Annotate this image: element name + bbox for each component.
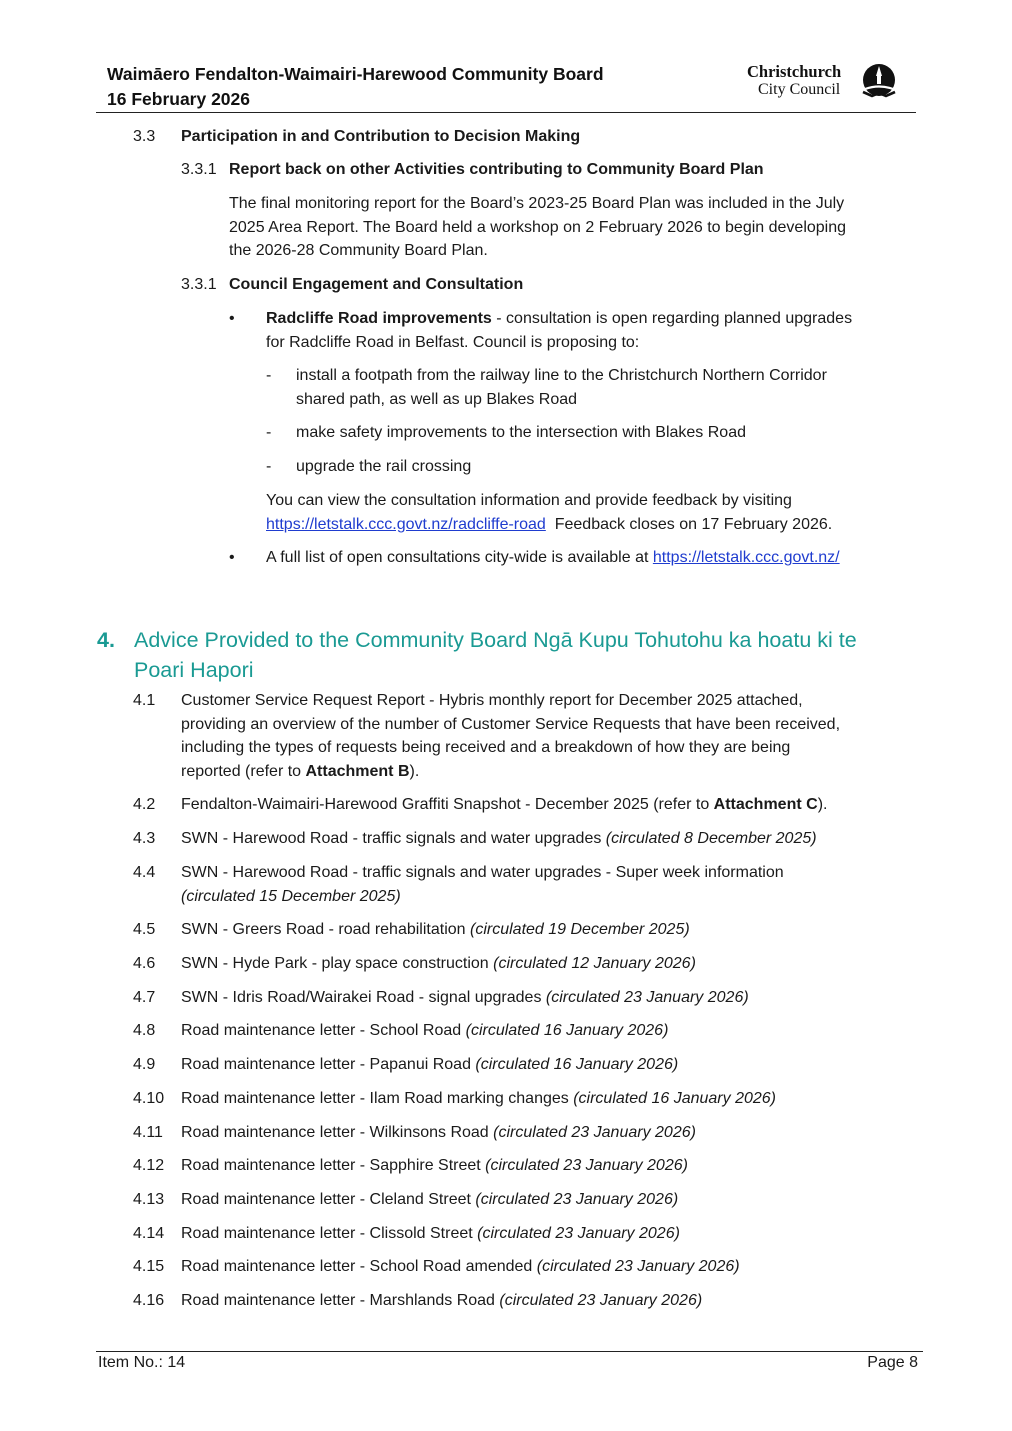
bullet-icon: •	[229, 549, 235, 566]
item-number: 4.1	[133, 692, 156, 709]
item-line-text: SWN - Harewood Road - traffic signals and water upgrades	[181, 830, 606, 847]
subsection-title: Report back on other Activities contributing to Community Board Plan	[229, 161, 764, 178]
bullet-icon: •	[229, 310, 235, 327]
item-text	[181, 1154, 911, 1178]
heading-line: Advice Provided to the Community Board Ngā Kupu Tohutohu ka hoatu ki te	[134, 628, 857, 652]
header-divider	[96, 112, 916, 113]
subsection-number: 3.3.1	[181, 276, 217, 293]
meeting-date: 16 February 2026	[107, 89, 251, 109]
item-number: 4.6	[133, 955, 156, 972]
item-number: 4.15	[133, 1258, 165, 1275]
item-text	[181, 918, 911, 942]
circulated-note: (circulated 8 December 2025)	[605, 830, 817, 847]
radcliffe-road-link[interactable]: https://letstalk.ccc.govt.nz/radcliffe-road	[266, 515, 546, 533]
item-number-footer: Item No.: 14	[98, 1354, 186, 1371]
header-title	[107, 62, 604, 112]
item-number: 4.3	[133, 830, 156, 847]
attachment-ref: Attachment C	[713, 796, 818, 813]
item-line-text: Road maintenance letter - Wilkinsons Road	[181, 1124, 494, 1141]
item-number: 4.7	[133, 989, 156, 1006]
item-text	[181, 861, 911, 908]
item-text	[181, 689, 911, 783]
footer-divider	[96, 1351, 923, 1352]
radcliffe-road-desc-line2: for Radcliffe Road in Belfast. Council is proposing to:	[266, 333, 640, 351]
page-number: Page 8	[867, 1354, 918, 1371]
subsection-title: Council Engagement and Consultation	[229, 276, 524, 293]
board-plan-paragraph	[229, 192, 919, 263]
item-text	[181, 1053, 911, 1077]
item-line: SWN - Harewood Road - traffic signals and water upgrades - Super week information	[181, 864, 784, 881]
item-line-text: ).	[817, 796, 828, 813]
item-number: 4.9	[133, 1056, 156, 1073]
feedback-line: You can view the consultation information and provide feedback by visiting	[266, 492, 792, 509]
item-line-text: SWN - Hyde Park - play space construction	[181, 955, 494, 972]
item-line-text: SWN - Idris Road/Wairakei Road - signal upgrades	[181, 989, 546, 1006]
section-number: 3.3	[133, 128, 156, 145]
circulated-note: (circulated 16 January 2026)	[475, 1056, 679, 1073]
subsection-number: 3.3.1	[181, 161, 217, 178]
item-number: 4.16	[133, 1292, 165, 1309]
circulated-note: (circulated 16 January 2026)	[573, 1090, 776, 1107]
dash-marker: -	[266, 424, 272, 441]
open-consultations-item	[266, 546, 926, 570]
item-text	[181, 1188, 911, 1212]
circulated-note: (circulated 23 January 2026)	[477, 1225, 680, 1242]
attachment-ref: Attachment B	[305, 762, 410, 780]
radcliffe-road-desc: - consultation is open regarding planned upgrades	[491, 310, 853, 327]
section-4-title	[134, 625, 924, 685]
item-line-text: Road maintenance letter - Papanui Road	[181, 1056, 476, 1073]
item-number: 4.14	[133, 1225, 165, 1242]
item-line-text: Road maintenance letter - School Road amended	[181, 1258, 537, 1275]
proposal-rail-crossing: upgrade the rail crossing	[296, 458, 472, 475]
cathedral-emblem-icon	[860, 62, 898, 100]
dash-marker: -	[266, 367, 272, 384]
item-line-text: reported (refer to	[181, 762, 306, 780]
circulated-note: (circulated 23 January 2026)	[499, 1292, 703, 1309]
item-line-text: SWN - Greers Road - road rehabilitation	[181, 921, 470, 938]
circulated-note: (circulated 23 January 2026)	[536, 1258, 740, 1275]
circulated-note: (circulated 23 January 2026)	[475, 1191, 679, 1208]
item-text	[181, 1222, 911, 1246]
item-text	[181, 1289, 911, 1313]
item-text	[181, 793, 911, 817]
paragraph-line: the 2026-28 Community Board Plan.	[229, 242, 488, 259]
item-number: 4.8	[133, 1022, 156, 1039]
circulated-note: (circulated 16 January 2026)	[465, 1022, 669, 1039]
item-line-text: Fendalton-Waimairi-Harewood Graffiti Snapshot - December 2025 (refer to	[181, 796, 714, 813]
proposal-safety: make safety improvements to the intersection with Blakes Road	[296, 424, 746, 441]
logo-text-line2: City Council	[758, 81, 841, 98]
feedback-paragraph	[266, 489, 926, 536]
logo-text-line1: Christchurch	[747, 62, 842, 81]
item-number: 4.11	[133, 1124, 163, 1141]
proposal-line: install a footpath from the railway line to the Christchurch Northern Corridor	[296, 367, 827, 384]
item-text	[181, 1019, 911, 1043]
letstalk-link[interactable]: https://letstalk.ccc.govt.nz/	[652, 549, 840, 566]
circulated-note: (circulated 15 December 2025)	[181, 887, 401, 905]
heading-line: Poari Hapori	[134, 658, 254, 682]
item-line: providing an overview of the number of Customer Service Requests that have been received,	[181, 715, 841, 733]
paragraph-line: 2025 Area Report. The Board held a workshop on 2 February 2026 to begin developing	[229, 218, 847, 236]
circulated-note: (circulated 12 January 2026)	[493, 955, 696, 972]
circulated-note: (circulated 23 January 2026)	[545, 989, 749, 1006]
circulated-note: (circulated 19 December 2025)	[470, 921, 690, 938]
item-number: 4.2	[133, 796, 156, 813]
circulated-note: (circulated 23 January 2026)	[485, 1157, 688, 1174]
section-4-number: 4.	[97, 628, 115, 652]
item-number: 4.12	[133, 1157, 165, 1174]
proposal-footpath	[296, 364, 916, 411]
proposal-line: shared path, as well as up Blakes Road	[296, 390, 578, 408]
board-name: Waimāero Fendalton-Waimairi-Harewood Community Board	[107, 64, 604, 84]
item-line-text: Road maintenance letter - School Road	[181, 1022, 466, 1039]
item-line-text: Road maintenance letter - Clissold Street	[181, 1225, 478, 1242]
item-line-text: Road maintenance letter - Ilam Road marking changes	[181, 1090, 574, 1107]
item-line-text: Road maintenance letter - Sapphire Street	[181, 1157, 486, 1174]
item-line-text: Road maintenance letter - Marshlands Road	[181, 1292, 500, 1309]
item-number: 4.5	[133, 921, 156, 938]
item-line-text: Road maintenance letter - Cleland Street	[181, 1191, 476, 1208]
radcliffe-road-label: Radcliffe Road improvements	[266, 310, 492, 327]
section-title: Participation in and Contribution to Decision Making	[181, 128, 581, 145]
item-text	[181, 827, 911, 851]
dash-marker: -	[266, 458, 272, 475]
paragraph-line: The final monitoring report for the Board’s 2023-25 Board Plan was included in the July	[229, 195, 845, 212]
item-number: 4.4	[133, 864, 156, 881]
circulated-note: (circulated 23 January 2026)	[493, 1124, 696, 1141]
item-text	[181, 1255, 911, 1279]
item-text	[181, 1121, 911, 1145]
item-line	[181, 760, 911, 784]
item-text	[181, 986, 911, 1010]
item-line: including the types of requests being received and a breakdown of how they are being	[181, 739, 791, 756]
item-text	[181, 952, 911, 976]
open-consultations-text: A full list of open consultations city-wide is available at	[266, 549, 653, 566]
council-logo	[747, 62, 899, 102]
item-text	[181, 1087, 911, 1111]
radcliffe-road-item	[266, 307, 926, 354]
item-line: Customer Service Request Report - Hybris monthly report for December 2025 attached,	[181, 692, 803, 709]
item-number: 4.10	[133, 1090, 165, 1107]
item-line-text: ).	[409, 762, 420, 780]
feedback-closes-text: Feedback closes on 17 February 2026.	[545, 515, 833, 533]
item-number: 4.13	[133, 1191, 165, 1208]
